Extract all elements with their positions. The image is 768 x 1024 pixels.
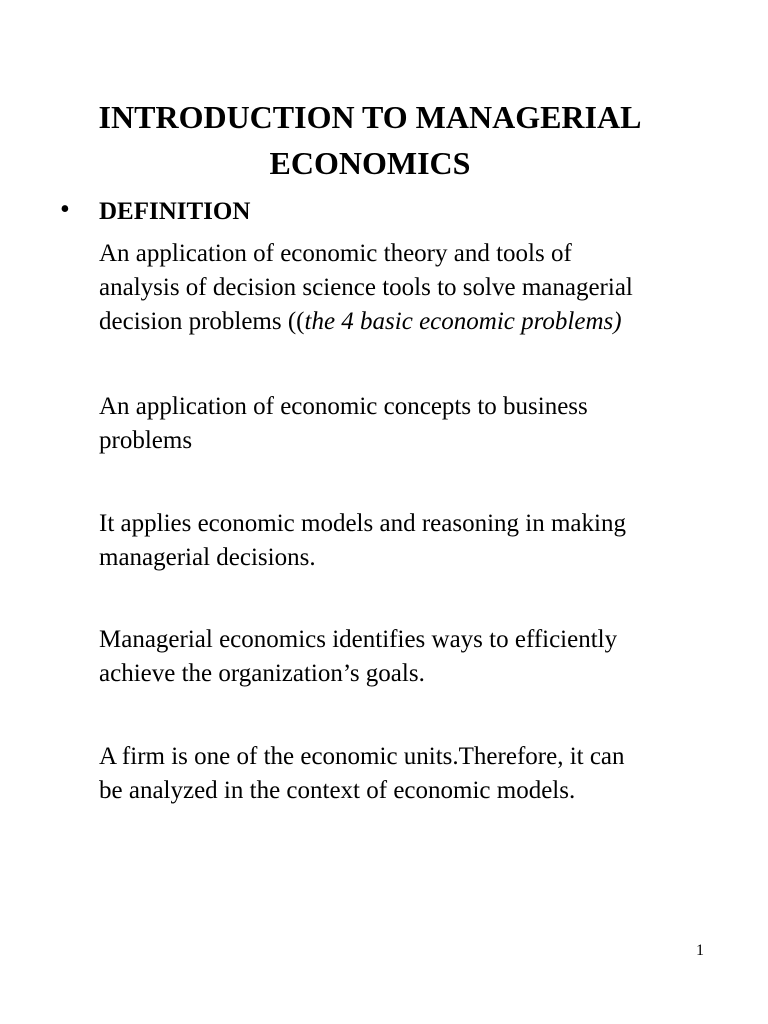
paragraph-line: be analyzed in the context of economic models. bbox=[99, 777, 576, 804]
paragraph-line-prefix: decision problems (( bbox=[99, 308, 305, 335]
definition-paragraph-4 bbox=[99, 623, 739, 691]
paragraph-line: analysis of decision science tools to solve managerial bbox=[99, 274, 633, 301]
definition-paragraph-3 bbox=[99, 507, 739, 575]
paragraph-line: An application of economic theory and tools of bbox=[99, 240, 572, 267]
paragraph-line: It applies economic models and reasoning in making bbox=[99, 510, 626, 537]
page-number: 1 bbox=[696, 942, 704, 959]
slide-title bbox=[0, 94, 740, 186]
definition-heading: DEFINITION bbox=[99, 198, 251, 225]
italic-note: the 4 basic economic problems) bbox=[304, 308, 622, 335]
bullet-dot: • bbox=[60, 194, 70, 225]
paragraph-line: problems bbox=[99, 427, 193, 454]
title-line-1: INTRODUCTION TO MANAGERIAL bbox=[98, 99, 642, 135]
definition-paragraph-5 bbox=[99, 740, 739, 808]
paragraph-line: A firm is one of the economic units.Therefore, it can bbox=[99, 743, 625, 770]
paragraph-line: achieve the organization’s goals. bbox=[99, 660, 425, 687]
definition-paragraph-2 bbox=[99, 390, 739, 458]
paragraph-line: An application of economic concepts to business bbox=[99, 393, 588, 420]
paragraph-line: managerial decisions. bbox=[99, 544, 316, 571]
definition-paragraph-1 bbox=[99, 237, 739, 339]
paragraph-line: Managerial economics identifies ways to efficiently bbox=[99, 626, 618, 653]
paragraph-line bbox=[99, 305, 739, 339]
title-line-2: ECONOMICS bbox=[269, 145, 471, 181]
